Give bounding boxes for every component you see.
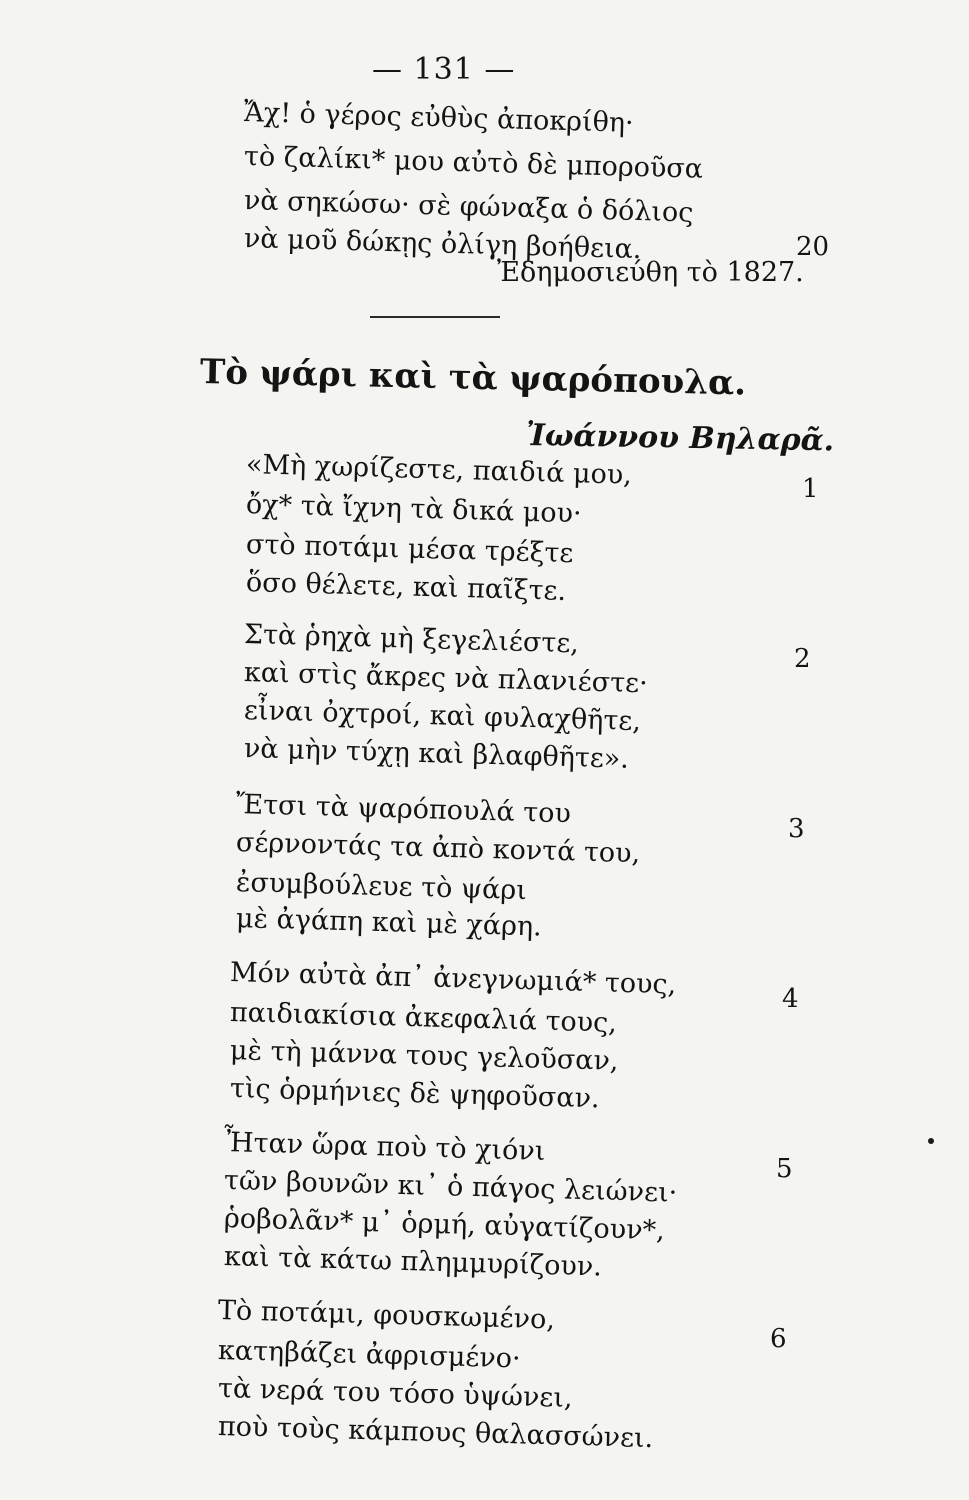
verse-line: νὰ σηκώσω· σὲ φώναξα ὁ δόλιος <box>243 185 694 229</box>
verse-line: νὰ μοῦ δώκῃς ὀλίγη βοήθεια. <box>243 223 642 266</box>
verse-line: ὅσο θέλετε, καὶ παῖξτε. <box>245 567 567 607</box>
margin-mark <box>928 1138 934 1144</box>
verse-line: «Μὴ χωρίζεστε, παιδιά μου, <box>245 449 633 491</box>
verse-line: Στὰ ῥηχὰ μὴ ξεγελιέστε, <box>243 619 580 660</box>
poem-author: Ἰωάννου Βηλαρᾶ. <box>525 418 835 459</box>
verse-line: Τὸ ποτάμι, φουσκωμένο, <box>217 1295 556 1336</box>
verse-line: παιδιακίσια ἀκεφαλιά τους, <box>229 997 618 1039</box>
stanza-number: 4 <box>782 984 799 1014</box>
verse-line: καὶ στὶς ἄκρες νὰ πλανιέστε· <box>243 657 649 700</box>
verse-line: ὄχ* τὰ ἴχνη τὰ δικά μου· <box>245 489 582 530</box>
verse-line: κατηβάζει ἀφρισμένο· <box>217 1335 522 1375</box>
verse-line: μὲ τὴ μάννα τους γελοῦσαν, <box>229 1035 619 1077</box>
stanza-number: 6 <box>770 1324 787 1354</box>
verse-line: καὶ τὰ κάτω πλημμυρίζουν. <box>223 1241 603 1283</box>
page-number: — 131 — <box>372 52 516 87</box>
line-number: 20 <box>796 232 830 262</box>
verse-line: στὸ ποτάμι μέσα τρέξτε <box>245 529 574 570</box>
publication-note: Ἐδημοσιεύθη τὸ 1827. <box>497 257 804 288</box>
verse-line: σέρνοντάς τα ἀπὸ κοντά του, <box>235 827 641 870</box>
section-divider <box>370 316 500 318</box>
stanza-number: 5 <box>776 1154 793 1184</box>
stanza-number: 3 <box>788 814 805 844</box>
verse-line: μὲ ἀγάπη καὶ μὲ χάρη. <box>235 903 543 943</box>
stanza-number: 1 <box>802 474 819 504</box>
stanza-number: 2 <box>794 644 811 674</box>
verse-line: τὰ νερά του τόσο ὑψώνει, <box>217 1373 573 1414</box>
verse-line: Ἄχ! ὁ γέρος εὐθὺς ἀποκρίθη· <box>243 97 635 139</box>
verse-line: Μόν αὐτὰ ἀπ᾽ ἀνεγνωμιά* τους, <box>229 957 677 1001</box>
verse-line: τῶν βουνῶν κι᾽ ὁ πάγος λειώνει· <box>223 1165 678 1209</box>
verse-line: νὰ μὴν τύχῃ καὶ βλαφθῆτε». <box>243 733 630 775</box>
verse-line: τὸ ζαλίκι* μου αὐτὸ δὲ μποροῦσα <box>243 141 704 185</box>
verse-line: ποὺ τοὺς κάμπους θαλασσώνει. <box>217 1411 654 1455</box>
verse-line: τὶς ὁρμήνιες δὲ ψηφοῦσαν. <box>229 1073 600 1115</box>
verse-line: Ἔτσι τὰ ψαρόπουλά του <box>235 789 572 830</box>
verse-line: ῥοβολᾶν* μ᾽ ὁρμή, αὐγατίζουν*, <box>223 1203 666 1247</box>
poem-title: Τὸ ψάρι καὶ τὰ ψαρόπουλα. <box>199 352 747 404</box>
verse-line: εἶναι ὀχτροί, καὶ φυλαχθῆτε, <box>243 695 642 738</box>
verse-line: ἐσυμβούλευε τὸ ψάρι <box>235 867 528 907</box>
verse-line: Ἦταν ὥρα ποὺ τὸ χιόνι <box>223 1127 546 1167</box>
